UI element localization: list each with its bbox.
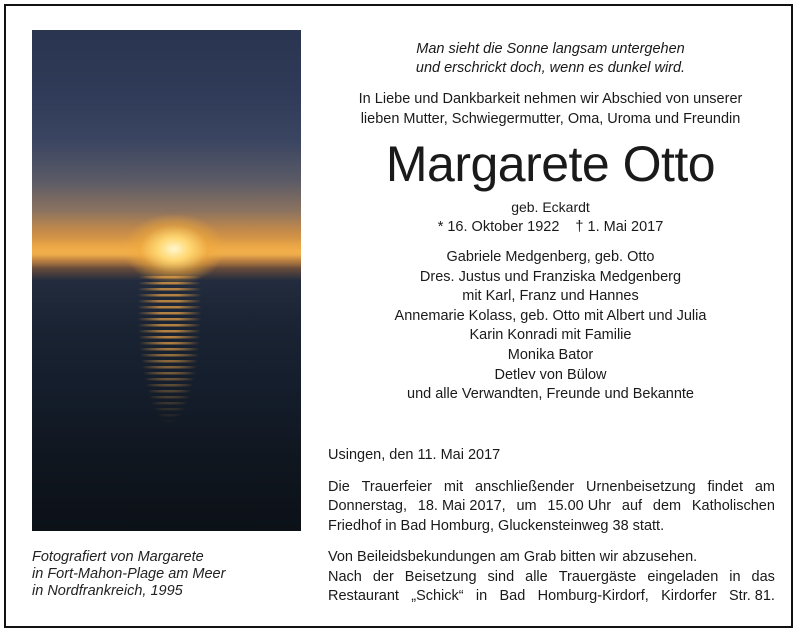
sunset-photo bbox=[32, 30, 301, 531]
word: in bbox=[729, 568, 741, 585]
motto bbox=[328, 40, 773, 78]
word: Trauergäste bbox=[558, 568, 637, 585]
funeral-line bbox=[328, 497, 775, 517]
mourner: Monika Bator bbox=[507, 346, 594, 363]
sun bbox=[124, 214, 224, 284]
notice-line bbox=[328, 568, 775, 588]
notice-header bbox=[328, 40, 773, 405]
funeral-info bbox=[328, 478, 775, 537]
word: Die bbox=[328, 478, 350, 495]
word: in bbox=[475, 588, 488, 604]
intro-text bbox=[328, 89, 773, 129]
word: Trauerfeier bbox=[361, 478, 432, 495]
word: „Schick“ bbox=[411, 588, 464, 604]
word: am bbox=[754, 478, 775, 495]
mourner: Annemarie Kolass, geb. Otto mit Albert und Julia bbox=[394, 307, 707, 324]
word: Homburg-Kirdorf, bbox=[537, 588, 649, 604]
motto-line: und erschrickt doch, wenn es dunkel wird. bbox=[415, 60, 686, 76]
mourner: Dres. Justus und Franziska Medgenberg bbox=[419, 268, 682, 285]
intro-line: In Liebe und Dankbarkeit nehmen wir Abschied von unserer bbox=[358, 91, 743, 107]
word: Katholischen bbox=[691, 498, 775, 514]
word: 15.00 Uhr bbox=[547, 498, 612, 514]
mourner: Gabriele Medgenberg, geb. Otto bbox=[446, 249, 655, 265]
notice-line: Von Beileidsbekundungen am Grab bitten wir abzusehen. bbox=[328, 549, 698, 565]
word: Nach bbox=[328, 568, 362, 585]
life-dates bbox=[328, 217, 773, 237]
word: der bbox=[372, 568, 394, 585]
caption-line: Fotografiert von Margarete bbox=[32, 549, 204, 565]
word: das bbox=[751, 568, 775, 585]
word: dem bbox=[652, 498, 682, 514]
mourner: Karin Konradi mit Familie bbox=[469, 327, 632, 344]
word: Str. 81. bbox=[729, 588, 775, 604]
word: alle bbox=[525, 568, 548, 585]
word: eingeladen bbox=[647, 568, 719, 585]
word: 18. Mai 2017, bbox=[417, 498, 506, 514]
place-and-date: Usingen, den 11. Mai 2017 bbox=[328, 447, 501, 463]
word: auf bbox=[621, 498, 643, 514]
maiden-name: geb. Eckardt bbox=[511, 199, 590, 215]
caption-line: in Nordfrankreich, 1995 bbox=[32, 583, 183, 599]
funeral-line bbox=[328, 478, 775, 498]
caption-line: in Fort-Mahon-Plage am Meer bbox=[32, 566, 226, 582]
word: Kirdorfer bbox=[661, 588, 717, 604]
word: mit bbox=[443, 478, 464, 495]
word: Restaurant bbox=[328, 588, 399, 604]
mourners-list bbox=[328, 248, 773, 405]
intro-line: lieben Mutter, Schwiegermutter, Oma, Uroma und Freundin bbox=[360, 111, 741, 127]
deceased-name: Margarete Otto bbox=[385, 136, 716, 192]
mourner: und alle Verwandten, Freunde und Bekannte bbox=[407, 386, 694, 403]
obituary-notice bbox=[4, 4, 793, 628]
birth-date: * 16. Oktober 1922 bbox=[437, 219, 560, 235]
word: anschließender bbox=[475, 478, 575, 495]
word: Beisetzung bbox=[404, 568, 477, 585]
notice-line bbox=[328, 587, 775, 607]
mourner: Detlev von Bülow bbox=[494, 366, 607, 383]
word: Urnenbeisetzung bbox=[586, 478, 696, 495]
sun-reflection bbox=[137, 276, 202, 426]
notice-details bbox=[328, 446, 775, 607]
word: Bad bbox=[499, 588, 526, 604]
word: um bbox=[516, 498, 537, 514]
death-date: † 1. Mai 2017 bbox=[575, 219, 664, 235]
condolence-notice bbox=[328, 548, 775, 607]
mourner: mit Karl, Franz und Hannes bbox=[462, 288, 639, 305]
word: sind bbox=[487, 568, 515, 585]
funeral-line: Friedhof in Bad Homburg, Gluckensteinweg 38 statt. bbox=[328, 517, 665, 534]
motto-line: Man sieht die Sonne langsam untergehen bbox=[416, 41, 685, 57]
word: findet bbox=[707, 478, 743, 495]
word: Donnerstag, bbox=[328, 498, 407, 514]
photo-caption bbox=[32, 549, 302, 600]
